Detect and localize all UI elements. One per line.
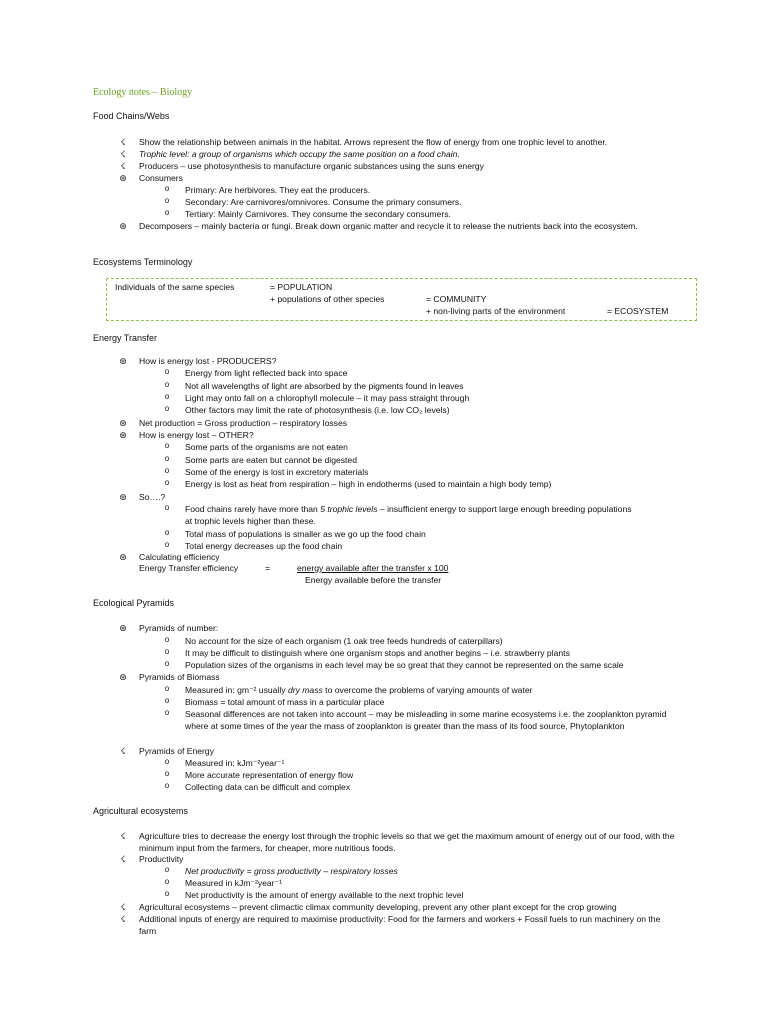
- box-text: Individuals of the same species: [115, 282, 235, 292]
- box-text: = ECOSYSTEM: [607, 306, 669, 316]
- bullet-icon: ⊛: [119, 418, 127, 428]
- list-item: ⊛ How is energy lost - PRODUCERS?: [116, 355, 676, 367]
- list-item: ☇ Agriculture tries to decrease the energy lost through the trophic levels so that we get the maximum amount of energy out of our food, with the minimum input from the farmers, for cheaper, more nutritious foods.: [116, 830, 676, 855]
- circle-bullet-icon: o: [164, 404, 170, 413]
- bullet-icon: ⊛: [119, 430, 127, 440]
- list-item: ⊛ Net production = Gross production – respiratory losses: [116, 417, 676, 429]
- bullet-icon: ☇: [120, 902, 126, 912]
- sub-item: o Seasonal differences are not taken into account – may be misleading in some marine ecosystems i.e. the zooplankton pyramid where at some times of the year the mass of zooplankton is greater than the mass of its food source, Phytoplankton: [162, 708, 667, 733]
- sub-item: o Net productivity is the amount of energy available to the next trophic level: [162, 889, 662, 901]
- circle-bullet-icon: o: [164, 865, 170, 874]
- circle-bullet-icon: o: [164, 392, 170, 401]
- box-text: = COMMUNITY: [426, 294, 487, 304]
- circle-bullet-icon: o: [164, 757, 170, 766]
- list-item: ⊛ Pyramids of Biomass: [116, 671, 676, 683]
- circle-bullet-icon: o: [164, 380, 170, 389]
- bullet-icon: ☇: [120, 137, 126, 147]
- heading-ecosystems: Ecosystems Terminology: [93, 257, 193, 267]
- circle-bullet-icon: o: [164, 208, 170, 217]
- sub-item: o Some parts are eaten but cannot be digested: [162, 454, 662, 466]
- list-item: ☇ Trophic level: a group of organisms which occupy the same position on a food chain.: [116, 148, 676, 160]
- list-item: ☇ Productivity: [116, 853, 676, 865]
- circle-bullet-icon: o: [164, 877, 170, 886]
- sub-item: o More accurate representation of energy flow: [162, 769, 662, 781]
- bullet-icon: ⊛: [119, 221, 127, 231]
- terminology-box: [106, 278, 697, 321]
- circle-bullet-icon: o: [164, 781, 170, 790]
- circle-bullet-icon: o: [164, 659, 170, 668]
- formula-denominator: Energy available before the transfer: [305, 575, 442, 585]
- sub-item: o Net productivity = gross productivity – respiratory losses: [162, 865, 662, 877]
- list-item: ⊛ So….?: [116, 491, 676, 503]
- circle-bullet-icon: o: [164, 441, 170, 450]
- heading-energy-transfer: Energy Transfer: [93, 333, 158, 343]
- sub-item: o Measured in: gm⁻² usually dry mass to overcome the problems of varying amounts of water: [162, 684, 662, 696]
- bullet-icon: ⊛: [119, 623, 127, 633]
- list-item: ☇ Pyramids of Energy: [116, 745, 676, 757]
- sub-item: o Total energy decreases up the food chain: [162, 540, 662, 552]
- formula-numerator: energy available after the transfer x 100: [297, 563, 449, 573]
- bullet-icon: ⊛: [119, 173, 127, 183]
- circle-bullet-icon: o: [164, 647, 170, 656]
- box-text: + non-living parts of the environment: [426, 306, 566, 316]
- box-text: = POPULATION: [270, 282, 333, 292]
- sub-item: o Energy from light reflected back into space: [162, 367, 662, 379]
- bullet-icon: ☇: [120, 914, 126, 924]
- circle-bullet-icon: o: [164, 454, 170, 463]
- circle-bullet-icon: o: [164, 196, 170, 205]
- list-item: ☇ Additional inputs of energy are required to maximise productivity: Food for the farmers and workers + Fossil fuels to run machinery on the farm: [116, 913, 661, 938]
- bullet-icon: ⊛: [119, 672, 127, 682]
- sub-item: o Population sizes of the organisms in each level may be so great that they cannot be represented on the same scale: [162, 659, 682, 671]
- list-item: ⊛ Calculating efficiency: [116, 551, 676, 563]
- list-item: ☇ Show the relationship between animals in the habitat. Arrows represent the flow of energy from one trophic level to another.: [116, 136, 676, 148]
- heading-pyramids: Ecological Pyramids: [93, 598, 175, 608]
- list-item: ⊛ Pyramids of number:: [116, 622, 676, 634]
- sub-item: o Primary: Are herbivores. They eat the producers.: [162, 184, 662, 196]
- sub-item: o Biomass = total amount of mass in a particular place: [162, 696, 662, 708]
- list-item: ☇ Agricultural ecosystems – prevent climactic climax community developing, prevent any other plant except for the crop growing: [116, 901, 691, 913]
- list-item: ⊛ Consumers: [116, 172, 676, 184]
- sub-item: o Other factors may limit the rate of photosynthesis (i.e. low CO₂ levels): [162, 404, 662, 416]
- list-item: ⊛ How is energy lost – OTHER?: [116, 429, 676, 441]
- circle-bullet-icon: o: [164, 696, 170, 705]
- bullet-icon: ☇: [120, 746, 126, 756]
- sub-item: o Total mass of populations is smaller as we go up the food chain: [162, 528, 662, 540]
- circle-bullet-icon: o: [164, 367, 170, 376]
- circle-bullet-icon: o: [164, 769, 170, 778]
- formula-label: Energy Transfer efficiency: [139, 563, 239, 573]
- bullet-icon: ☇: [120, 161, 126, 171]
- circle-bullet-icon: o: [164, 503, 170, 512]
- circle-bullet-icon: o: [164, 466, 170, 475]
- list-item: ⊛ Decomposers – mainly bacteria or fungi. Break down organic matter and recycle it to release the nutrients back into the ecosystem.: [116, 220, 661, 232]
- sub-item: o Food chains rarely have more than 5 trophic levels – insufficient energy to support large enough breeding populations at trophic levels higher than these.: [162, 503, 632, 528]
- sub-item: o Energy is lost as heat from respiration – high in endotherms (used to maintain a high body temp): [162, 478, 662, 490]
- heading-food-chains: Food Chains/Webs: [93, 111, 170, 121]
- sub-item: o Tertiary: Mainly Carnivores. They consume the secondary consumers.: [162, 208, 662, 220]
- sub-item: o Not all wavelengths of light are absorbed by the pigments found in leaves: [162, 380, 662, 392]
- circle-bullet-icon: o: [164, 708, 170, 717]
- circle-bullet-icon: o: [164, 635, 170, 644]
- box-text: + populations of other species: [270, 294, 385, 304]
- sub-item: o Some parts of the organisms are not eaten: [162, 441, 662, 453]
- circle-bullet-icon: o: [164, 478, 170, 487]
- bullet-icon: ⊛: [119, 356, 127, 366]
- sub-item: o Some of the energy is lost in excretory materials: [162, 466, 662, 478]
- sub-item: o Measured in kJm⁻²year⁻¹: [162, 877, 662, 889]
- circle-bullet-icon: o: [164, 889, 170, 898]
- bullet-icon: ⊛: [119, 552, 127, 562]
- bullet-icon: ☇: [120, 854, 126, 864]
- sub-item: o Secondary: Are carnivores/omnivores. Consume the primary consumers.: [162, 196, 662, 208]
- document-title: Ecology notes – Biology: [93, 87, 193, 98]
- circle-bullet-icon: o: [164, 540, 170, 549]
- circle-bullet-icon: o: [164, 528, 170, 537]
- bullet-icon: ☇: [120, 149, 126, 159]
- bullet-icon: ☇: [120, 831, 126, 841]
- sub-item: o No account for the size of each organism (1 oak tree feeds hundreds of caterpillars): [162, 635, 662, 647]
- circle-bullet-icon: o: [164, 184, 170, 193]
- heading-agricultural: Agricultural ecosystems: [93, 806, 189, 816]
- formula-equals: =: [265, 563, 271, 573]
- sub-item: o Measured in: kJm⁻²year⁻¹: [162, 757, 662, 769]
- sub-item: o It may be difficult to distinguish where one organism stops and another begins – i.e. strawberry plants: [162, 647, 662, 659]
- sub-item: o Collecting data can be difficult and complex: [162, 781, 662, 793]
- list-item: ☇ Producers – use photosynthesis to manufacture organic substances using the suns energy: [116, 160, 676, 172]
- sub-item: o Light may onto fall on a chlorophyll molecule – it may pass straight through: [162, 392, 662, 404]
- circle-bullet-icon: o: [164, 684, 170, 693]
- bullet-icon: ⊛: [119, 492, 127, 502]
